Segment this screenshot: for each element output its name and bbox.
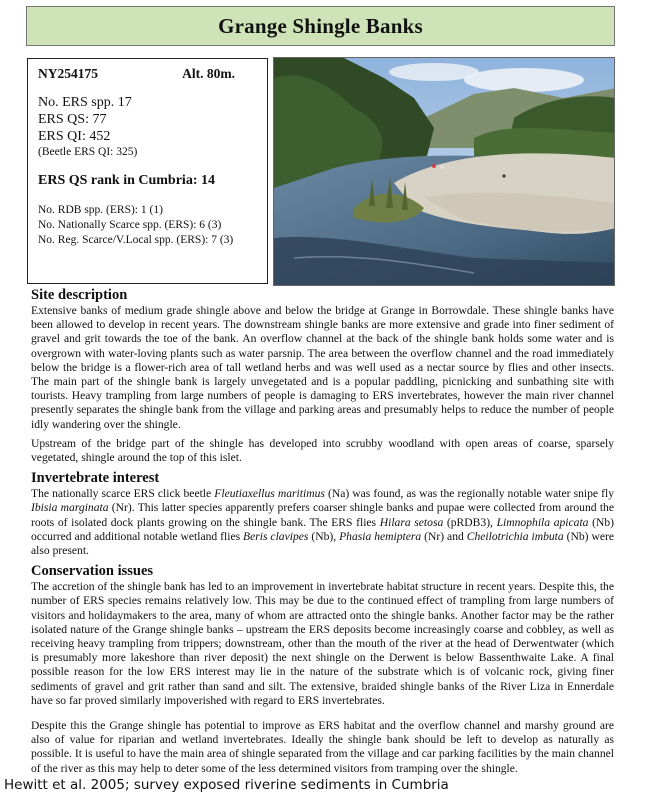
grid-reference: NY254175 <box>38 66 98 81</box>
ers-species-count: No. ERS spp. 17 <box>38 95 132 110</box>
site-description-heading: Site description <box>31 287 128 303</box>
site-description-text-2: Upstream of the bridge part of the shingle has developed into scrubby woodland with open areas of coarse, sparsely vegetated, shingle around the top of this islet. <box>31 436 614 465</box>
conservation-heading: Conservation issues <box>31 563 154 580</box>
invertebrate-text: The nationally scarce ERS click beetle Fleutiaxellus maritimus (Na) was found, as was the regionally notable water snipe fly Ibisia marginata (Nr). This latter species apparently prefers coarser shingle banks and pupae were collected from around the roots of isolated dock plants growing on the shingle bank. The ERS flies Hilara setosa (pRDB3), Limnophila apicata (Nb) occurred and additional notable wetland flies Beris clavipes (Nb), Phasia hemiptera (Nr) and Cheilotrichia imbuta (Nb) were also present. <box>31 487 615 558</box>
beetle-ers-qi: (Beetle ERS QI: 325) <box>38 146 138 158</box>
info-header-row <box>38 66 257 82</box>
species-name: Cheilotrichia imbuta <box>466 529 564 543</box>
species-name: Fleutiaxellus maritimus <box>214 487 325 501</box>
altitude: Alt. 80m. <box>182 66 235 81</box>
site-photo <box>273 57 615 286</box>
ers-qs-rank: ERS QS rank in Cumbria: 14 <box>38 173 215 188</box>
conservation-text-1: The accretion of the shingle bank has led to an improvement in invertebrate habitat structure in recent years. Despite this, the number of ERS species remains relatively low. This may be due to the continued effect of trampling from large numbers of visitors and holidaymakers to the area, many of whom are attracted onto the shingle banks. Another factor may be the rather isolated nature of the Grange shingle banks – upstream the ERS deposits become increasingly coarse and cobbley, as well as receiving heavy trampling from trippers; downstream, other than the mouth of the river at the head of Derwentwater (which is presumably more lakeshore than river deposit) the next shingle on the Derwent is below Bassenthwaite Lake. A final possible reason for the low ERS interest may lie in the nature of the substrate which is of volcanic rock, giving finer sediments of gravel and grit rather than sand and silt. The extensive, braided shingle banks of the River Liza in Ennerdale have so far proved similarly impoverished with regard to ERS invertebrates. <box>31 580 614 707</box>
title-banner <box>26 6 615 46</box>
ers-qi: ERS QI: 452 <box>38 129 111 144</box>
species-name: Beris clavipes <box>243 529 309 543</box>
nationally-scarce-species: No. Nationally Scarce spp. (ERS): 6 (3) <box>38 219 222 231</box>
regionally-scarce-species: No. Reg. Scarce/V.Local spp. (ERS): 7 (3) <box>38 234 234 246</box>
site-description-text-1: Extensive banks of medium grade shingle above and below the bridge at Grange in Borrowdale. These shingle banks have been allowed to develop in recent years. The downstream shingle banks are more extensive and grade into finer sediment of gravel and grit towards the toe of the bank. An overflow channel at the back of the shingle bank holds some water and is overgrown with water-loving plants such as water parsnip. The area between the overflow channel and the road immediately below the bridge is a flower-rich area of tall wetland herbs and was well used as a nectar source by flies and other insects. The main part of the shingle bank is largely unvegetated and is a popular paddling, picnicking and sunbathing site with tourists. Heavy trampling from large numbers of people is damaging to ERS invertebrates, however the main river channel presently separates the shingle bank from the village and parking areas and presumably helps to reduce the number of people idly wandering over the shingle. <box>31 304 614 431</box>
main-content <box>31 287 614 781</box>
source-caption: Hewitt et al. 2005; survey exposed riverine sediments in Cumbria <box>4 777 449 793</box>
invertebrate-heading: Invertebrate interest <box>31 470 160 487</box>
site-info-box <box>27 58 268 284</box>
conservation-text-2: Despite this the Grange shingle has potential to improve as ERS habitat and the overflow channel and marshy ground are also of value for riparian and wetland invertebrates. Ideally the shingle bank should be left to develop as naturally as possible. It is useful to have the main area of shingle separated from the village and car parking facilities by the main channel of the river as this may help to deter some of the less determined visitors from tramping over the shingle. <box>31 719 614 775</box>
species-counts <box>38 203 257 248</box>
rdb-species: No. RDB spp. (ERS): 1 (1) <box>38 204 163 216</box>
page-title: Grange Shingle Banks <box>218 13 423 38</box>
ers-qs: ERS QS: 77 <box>38 112 107 127</box>
species-name: Hilara setosa <box>379 515 444 529</box>
species-name: Ibisia marginata <box>31 501 109 515</box>
species-name: Phasia hemiptera <box>339 529 422 543</box>
species-name: Limnophila apicata <box>496 515 589 529</box>
